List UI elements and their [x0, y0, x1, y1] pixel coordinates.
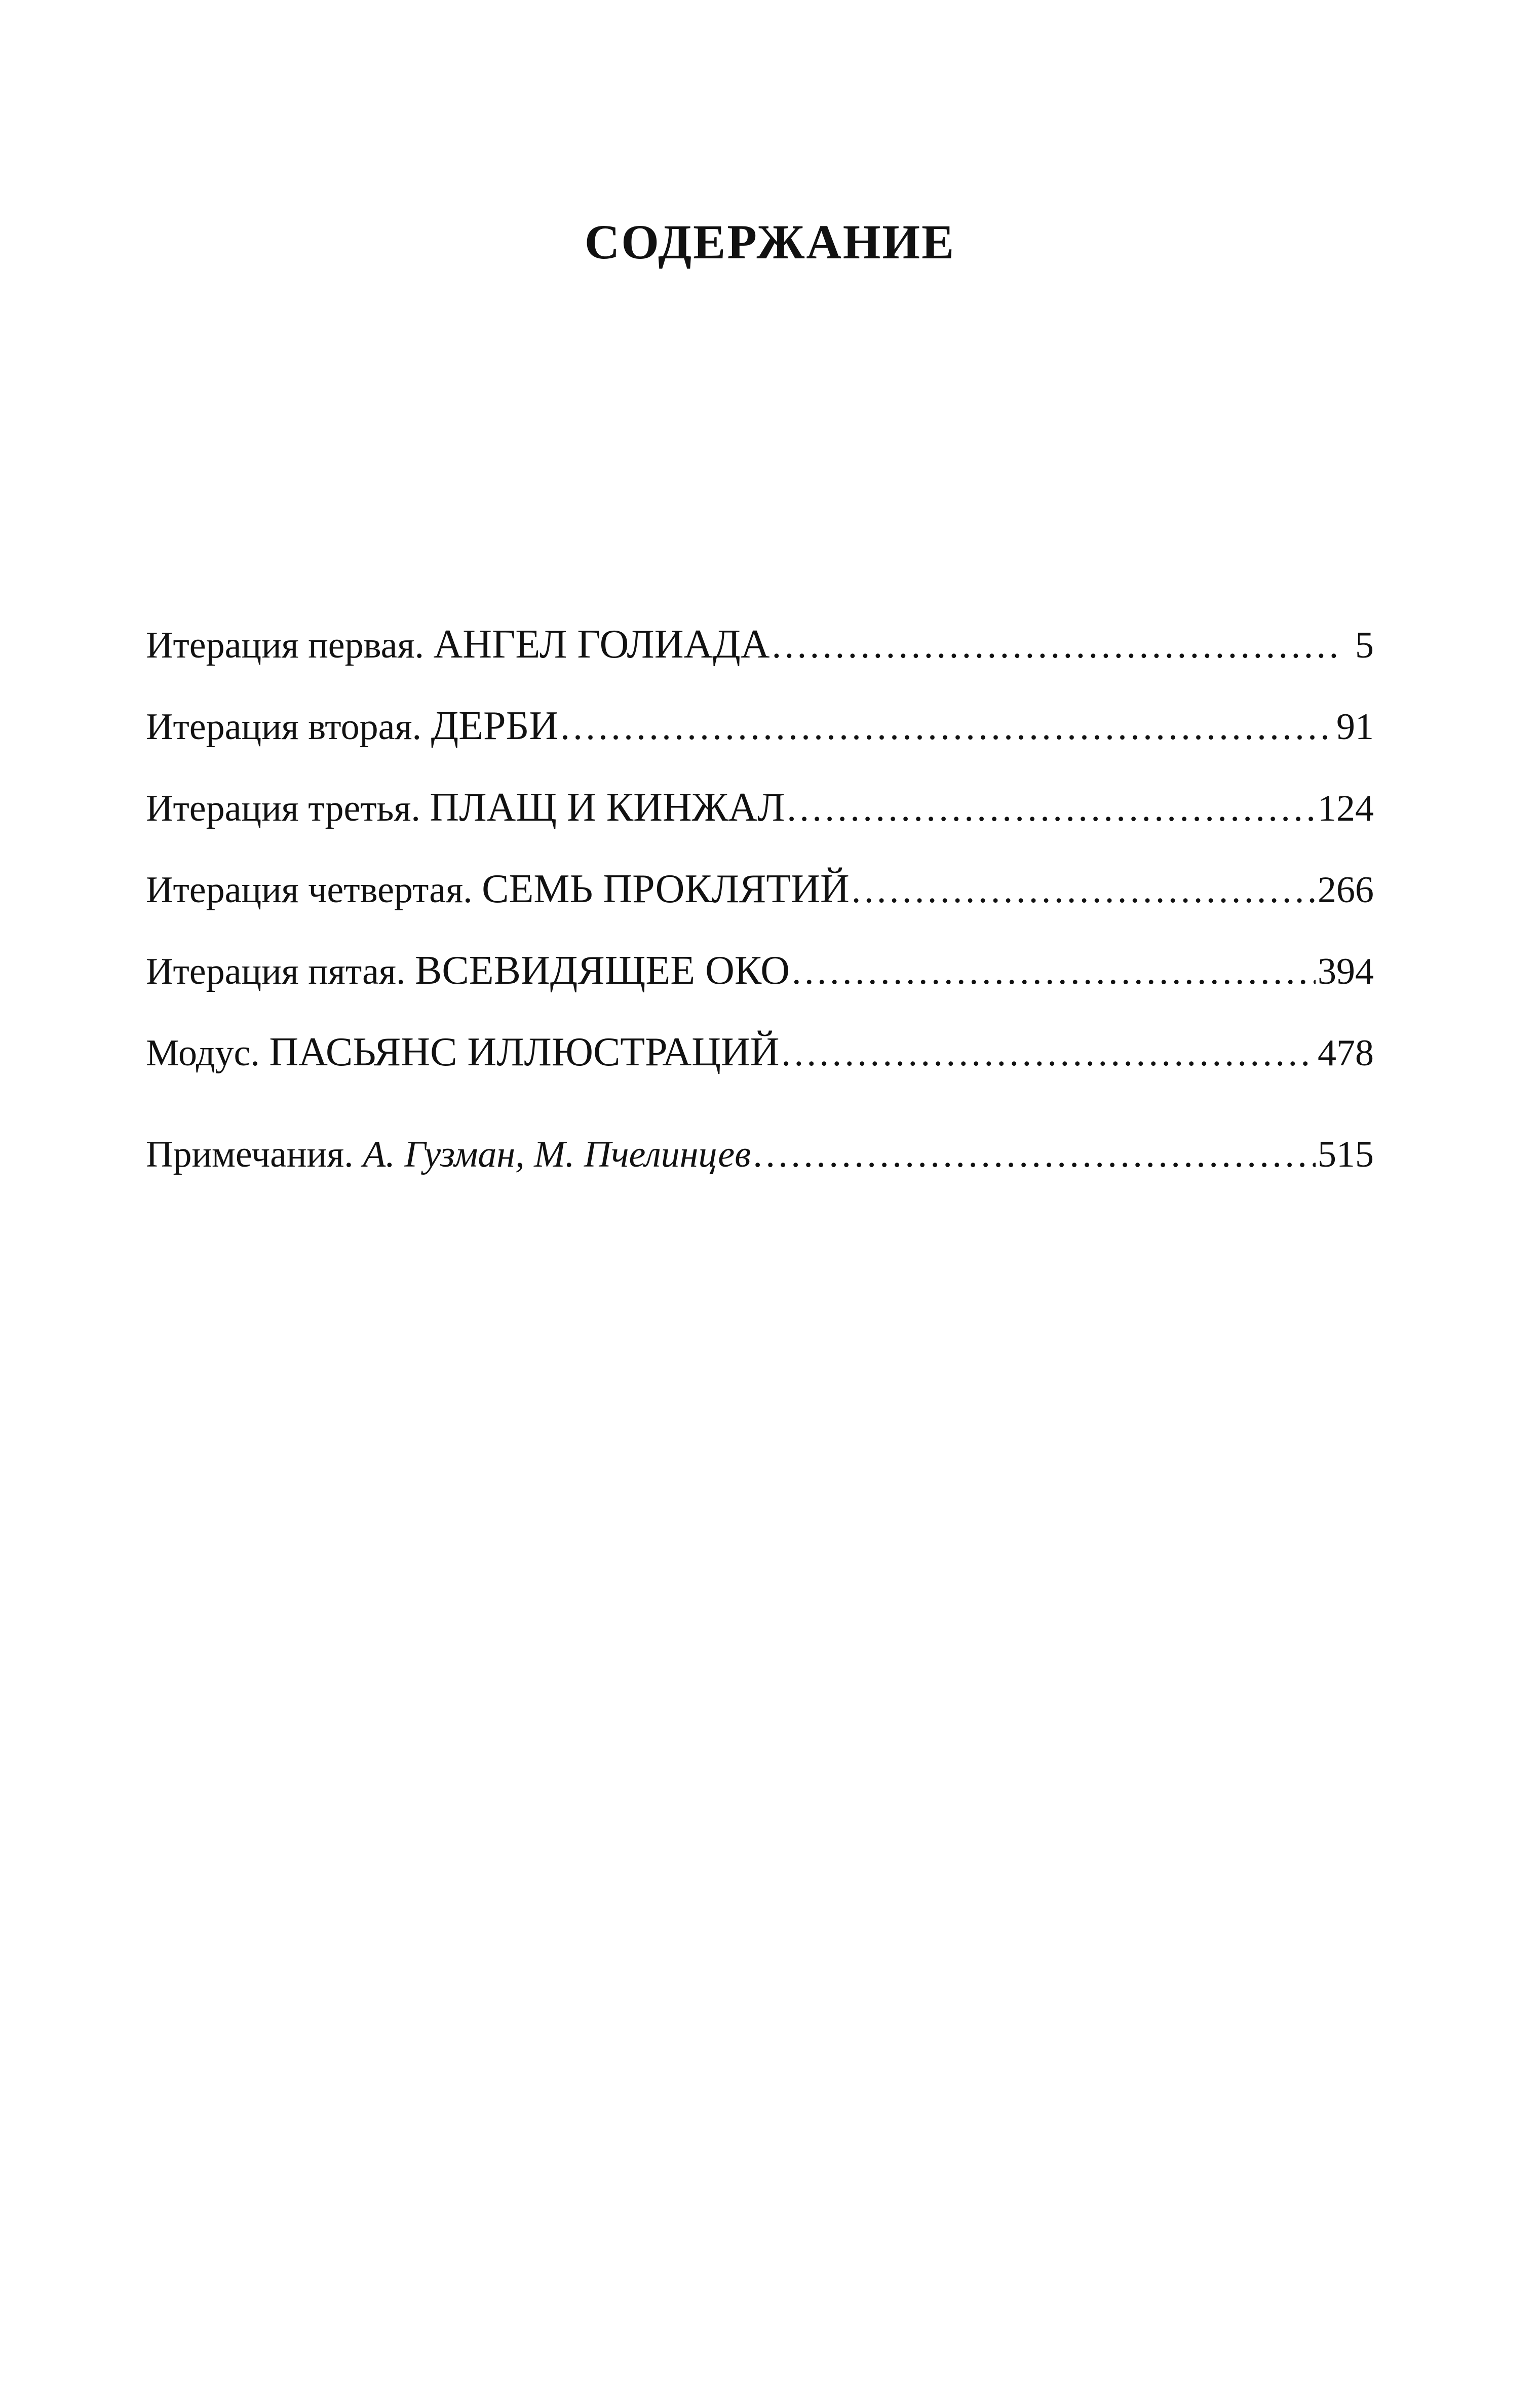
toc-entry-1[interactable]: [146, 624, 1374, 706]
toc-entry-6[interactable]: [146, 1032, 1374, 1113]
toc-entry-5[interactable]: [146, 950, 1374, 1032]
entry-prefix: Модус.: [146, 1032, 260, 1074]
entry-title: СЕМЬ ПРОКЛЯТИЙ: [482, 867, 850, 911]
entry-page-number: 515: [1318, 1134, 1374, 1175]
entry-prefix: Итерация третья.: [146, 788, 420, 829]
entry-title: ДЕРБИ: [431, 704, 559, 748]
dot-leader: [560, 708, 1334, 746]
dot-leader: [787, 790, 1316, 827]
entry-page-number: 5: [1355, 625, 1374, 666]
dot-leader: [792, 953, 1316, 990]
entry-page-number: 478: [1318, 1032, 1374, 1074]
entry-page-number: 266: [1318, 869, 1374, 911]
toc-entry-3[interactable]: [146, 787, 1374, 869]
entry-title: ПЛАЩ И КИНЖАЛ: [430, 785, 785, 830]
entry-prefix: Итерация первая.: [146, 625, 425, 666]
entry-title: ВСЕВИДЯЩЕЕ ОКО: [414, 948, 790, 993]
dot-leader: [753, 1136, 1316, 1173]
toc-entry-2[interactable]: [146, 706, 1374, 787]
entry-page-number: 124: [1318, 788, 1374, 829]
dot-leader: [852, 871, 1316, 909]
entry-title: ПАСЬЯНС ИЛЛЮСТРАЦИЙ: [269, 1030, 780, 1074]
entry-page-number: 394: [1318, 951, 1374, 992]
entry-prefix: Итерация вторая.: [146, 706, 422, 748]
entry-prefix: Примечания.: [146, 1134, 354, 1175]
entry-authors: А. Гузман, М. Пчелинцев: [363, 1134, 751, 1175]
toc-heading: СОДЕРЖАНИЕ: [584, 215, 956, 269]
table-of-contents: [146, 624, 1374, 1217]
dot-leader: [772, 627, 1341, 664]
entry-prefix: Итерация четвертая.: [146, 869, 473, 911]
dot-leader: [782, 1034, 1316, 1072]
entry-title: АНГЕЛ ГОЛИАДА: [433, 622, 770, 667]
toc-entry-4[interactable]: [146, 869, 1374, 950]
toc-entry-notes[interactable]: [146, 1136, 1374, 1217]
entry-page-number: 91: [1336, 706, 1374, 748]
entry-prefix: Итерация пятая.: [146, 951, 406, 992]
